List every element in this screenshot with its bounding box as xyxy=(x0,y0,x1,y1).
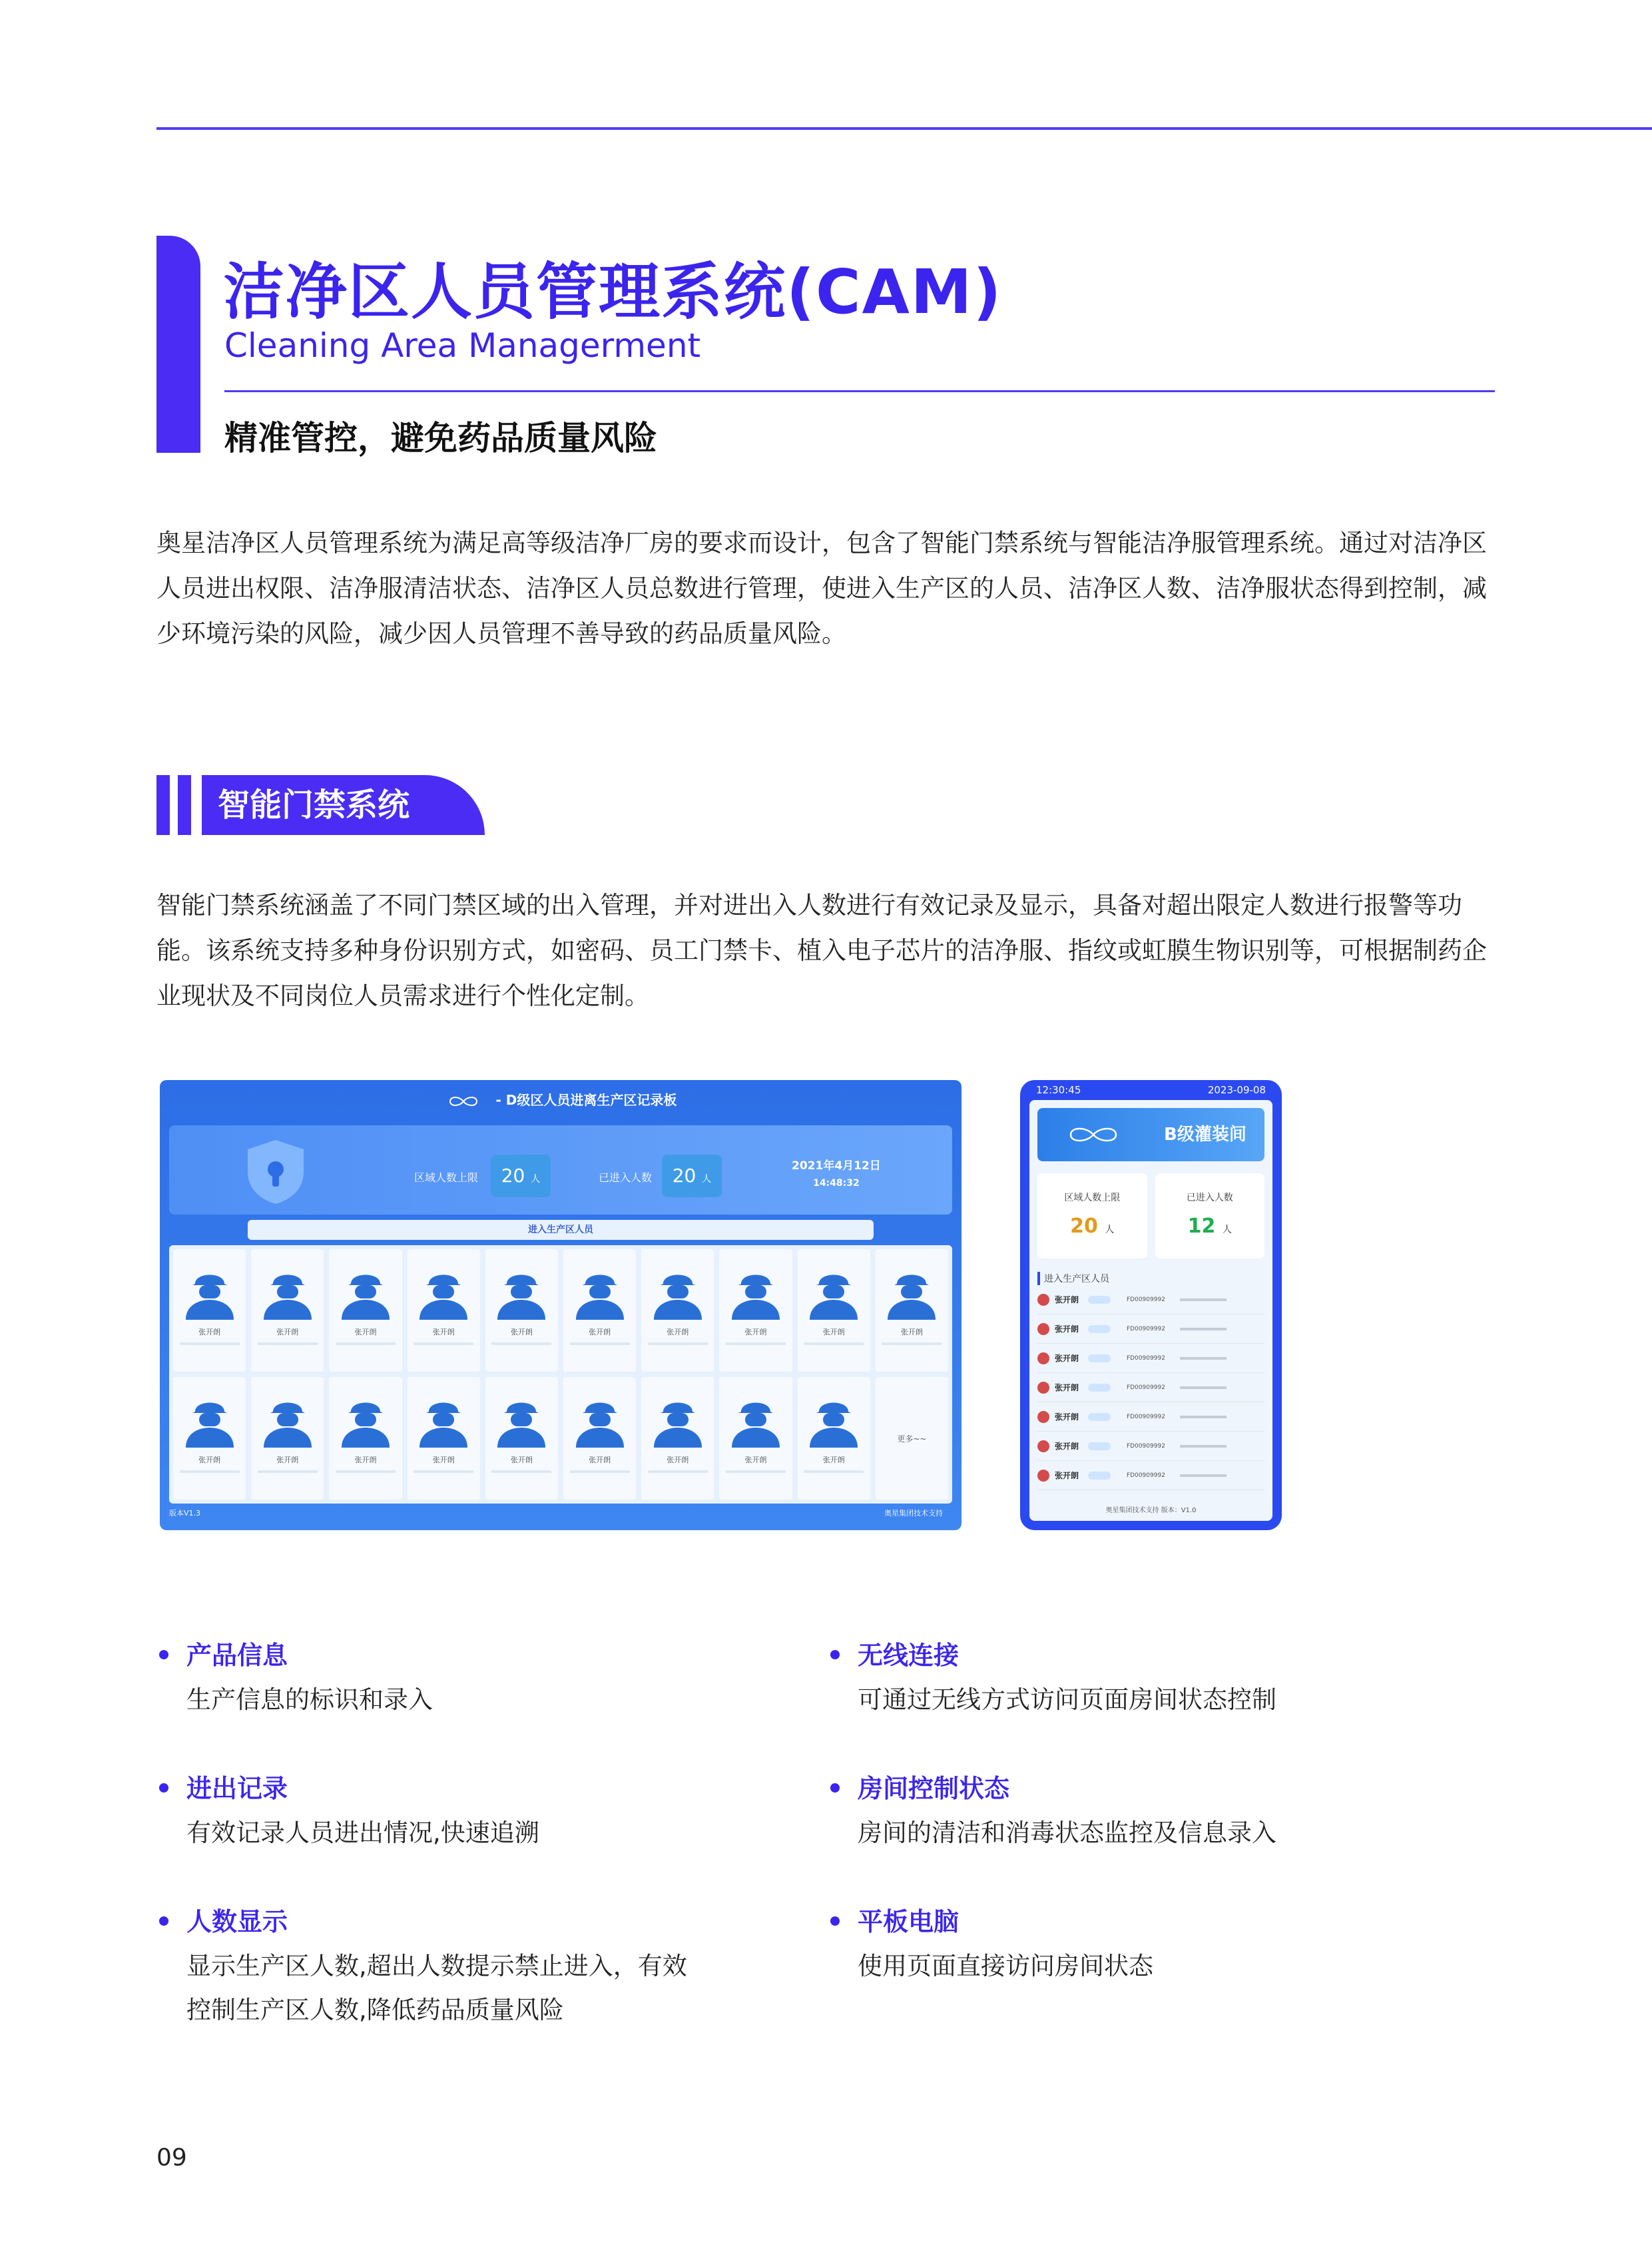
section-heading: 智能门禁系统 xyxy=(202,775,485,835)
feature-item: 进出记录 有效记录人员进出情况,快速追溯 xyxy=(186,1769,732,1855)
tablet-header: B级灌装间 xyxy=(1037,1108,1264,1161)
person-name: 张开朗 xyxy=(354,1328,377,1336)
bullet-icon xyxy=(159,1783,168,1793)
dashboard-tab[interactable]: 进入生产区人员 xyxy=(248,1220,874,1240)
person-avatar-icon xyxy=(1037,1352,1049,1364)
person-card[interactable] xyxy=(798,1377,870,1500)
page-number: 09 xyxy=(156,2144,187,2171)
tablet-entered-stat: 已进入人数 12 人 xyxy=(1155,1173,1265,1259)
row-code: FD00909992 xyxy=(1127,1413,1165,1420)
person-card[interactable] xyxy=(641,1377,714,1500)
tablet-status-bar: 12:30:45 2023-09-08 xyxy=(1036,1084,1266,1096)
row-code: FD00909992 xyxy=(1127,1354,1165,1362)
person-card[interactable] xyxy=(563,1377,636,1500)
person-name: 张开朗 xyxy=(667,1328,689,1336)
person-card[interactable] xyxy=(876,1249,948,1372)
person-name: 张开朗 xyxy=(822,1456,845,1464)
bullet-icon xyxy=(830,1916,840,1926)
person-avatar-icon xyxy=(803,1261,864,1321)
dashboard-screenshot xyxy=(160,1080,962,1530)
person-card[interactable] xyxy=(251,1377,324,1500)
person-avatar-icon xyxy=(1037,1323,1049,1335)
dashboard-footer: 版本V1.3 奥星集团技术支持 xyxy=(169,1509,943,1518)
tablet-list-row[interactable] xyxy=(1037,1285,1264,1314)
more-button[interactable]: 更多~~ xyxy=(876,1377,948,1500)
person-avatar-icon xyxy=(1037,1382,1049,1394)
person-avatar-icon xyxy=(881,1261,942,1321)
tablet-stats xyxy=(1037,1173,1264,1259)
person-card[interactable] xyxy=(251,1249,324,1372)
person-avatar-icon xyxy=(491,1261,552,1321)
tablet-screen xyxy=(1029,1100,1272,1521)
person-card[interactable] xyxy=(563,1249,636,1372)
tablet-list-row[interactable] xyxy=(1037,1461,1264,1490)
person-name: 张开朗 xyxy=(510,1456,533,1464)
person-card[interactable] xyxy=(173,1377,246,1500)
person-grid xyxy=(169,1245,952,1504)
row-code: FD00909992 xyxy=(1127,1384,1165,1391)
bullet-icon xyxy=(830,1783,840,1793)
person-name: 张开朗 xyxy=(744,1328,767,1336)
entered-value-box: 20 人 xyxy=(662,1155,722,1197)
person-name: 张开朗 xyxy=(822,1328,845,1336)
person-name: 张开朗 xyxy=(276,1456,299,1464)
person-avatar-icon xyxy=(569,1261,631,1321)
person-name: 张开朗 xyxy=(589,1456,611,1464)
person-name: 张开朗 xyxy=(198,1456,221,1464)
person-name: 张开朗 xyxy=(589,1328,611,1336)
person-avatar-icon xyxy=(569,1389,631,1449)
row-name: 张开朗 xyxy=(1055,1442,1079,1451)
person-avatar-icon xyxy=(1037,1440,1049,1452)
feature-item: 无线连接 可通过无线方式访问页面房间状态控制 xyxy=(858,1635,1404,1722)
title-accent-bar xyxy=(156,236,200,453)
person-name: 张开朗 xyxy=(667,1456,689,1464)
tablet-list-row[interactable] xyxy=(1037,1344,1264,1373)
person-name: 张开朗 xyxy=(432,1328,455,1336)
person-name: 张开朗 xyxy=(198,1328,221,1336)
person-card[interactable] xyxy=(408,1377,480,1500)
bullet-icon xyxy=(159,1650,168,1659)
dashboard-title: - D级区人员进离生产区记录板 xyxy=(169,1080,952,1120)
tablet-list-row[interactable] xyxy=(1037,1432,1264,1461)
person-name: 张开朗 xyxy=(510,1328,533,1336)
row-name: 张开朗 xyxy=(1055,1383,1079,1392)
bullet-icon xyxy=(830,1650,840,1659)
person-card[interactable] xyxy=(173,1249,246,1372)
row-name: 张开朗 xyxy=(1055,1324,1079,1334)
person-avatar-icon xyxy=(179,1261,240,1321)
page-title: 洁净区人员管理系统(CAM) xyxy=(223,256,1003,328)
top-rule xyxy=(156,127,1652,130)
person-name: 张开朗 xyxy=(744,1456,767,1464)
person-avatar-icon xyxy=(647,1389,708,1449)
dashboard-datetime: 2021年4月12日 14:48:32 xyxy=(792,1159,881,1189)
person-avatar-icon xyxy=(1037,1294,1049,1306)
person-card[interactable] xyxy=(719,1249,792,1372)
person-avatar-icon xyxy=(725,1389,786,1449)
person-avatar-icon xyxy=(413,1389,474,1449)
person-avatar-icon xyxy=(491,1389,552,1449)
person-avatar-icon xyxy=(725,1261,786,1321)
person-name: 张开朗 xyxy=(354,1456,377,1464)
person-card[interactable] xyxy=(408,1249,480,1372)
brand-logo-icon xyxy=(1064,1124,1124,1145)
person-avatar-icon xyxy=(1037,1470,1049,1482)
tablet-footer: 奥星集团技术支持 版本：V1.0 xyxy=(1105,1507,1197,1514)
row-code: FD00909992 xyxy=(1127,1296,1165,1303)
person-avatar-icon xyxy=(803,1389,864,1449)
limit-label: 区域人数上限 xyxy=(414,1171,479,1184)
person-card[interactable] xyxy=(641,1249,714,1372)
intro-paragraph: 奥星洁净区人员管理系统为满足高等级洁净厂房的要求而设计，包含了智能门禁系统与智能洁净服管理系统。通过对洁净区人员进出权限、洁净服清洁状态、洁净区人员总数进行管理，使进入生产区的人员、洁净区人数、洁净服状态得到控制，减少环境污染的风险，减少因人员管理不善导致的药品质量风险。 xyxy=(156,529,1487,648)
person-avatar-icon xyxy=(257,1389,318,1449)
person-card[interactable] xyxy=(798,1249,870,1372)
tablet-limit-stat: 区域人数上限 20 人 xyxy=(1037,1173,1147,1259)
page-subtitle: 精准管控，避免药品质量风险 xyxy=(224,419,657,457)
bullet-icon xyxy=(159,1916,168,1926)
person-avatar-icon xyxy=(335,1389,396,1449)
feature-item: 平板电脑 使用页面直接访问房间状态 xyxy=(858,1902,1404,1988)
tablet-list-row[interactable] xyxy=(1037,1314,1264,1344)
tablet-list-row[interactable] xyxy=(1037,1402,1264,1432)
row-name: 张开朗 xyxy=(1055,1354,1079,1363)
tablet-list-row[interactable] xyxy=(1037,1373,1264,1402)
dashboard-banner xyxy=(169,1125,952,1215)
feature-item: 产品信息 生产信息的标识和录入 xyxy=(186,1635,732,1722)
feature-item: 房间控制状态 房间的清洁和消毒状态监控及信息录入 xyxy=(858,1769,1404,1855)
feature-item: 人数显示 显示生产区人数,超出人数提示禁止进入，有效控制生产区人数,降低药品质量风险 xyxy=(186,1902,692,2032)
person-name: 张开朗 xyxy=(900,1328,923,1336)
row-name: 张开朗 xyxy=(1055,1471,1079,1480)
section-paragraph: 智能门禁系统涵盖了不同门禁区域的出入管理，并对进出入人数进行有效记录及显示，具备对超出限定人数进行报警等功能。该系统支持多种身份识别方式，如密码、员工门禁卡、植入电子芯片的洁净服、指纹或虹膜生物识别等，可根据制药企业现状及不同岗位人员需求进行个性化定制。 xyxy=(156,891,1487,1010)
row-code: FD00909992 xyxy=(1127,1472,1165,1479)
person-name: 张开朗 xyxy=(276,1328,299,1336)
brand-logo-icon xyxy=(445,1095,485,1108)
tablet-screenshot xyxy=(1020,1080,1282,1530)
person-card[interactable] xyxy=(485,1249,558,1372)
person-card[interactable] xyxy=(329,1249,402,1372)
row-code: FD00909992 xyxy=(1127,1325,1165,1332)
person-card[interactable] xyxy=(485,1377,558,1500)
person-card[interactable] xyxy=(329,1377,402,1500)
row-code: FD00909992 xyxy=(1127,1442,1165,1450)
person-avatar-icon xyxy=(647,1261,708,1321)
person-avatar-icon xyxy=(413,1261,474,1321)
person-avatar-icon xyxy=(1037,1411,1049,1423)
limit-value-box: 20 人 xyxy=(491,1155,551,1197)
shield-lock-icon xyxy=(242,1137,309,1207)
title-divider xyxy=(224,390,1495,392)
tablet-list-title: 进入生产区人员 xyxy=(1037,1272,1264,1285)
person-card[interactable] xyxy=(719,1377,792,1500)
tablet-person-list xyxy=(1037,1285,1264,1490)
person-avatar-icon xyxy=(335,1261,396,1321)
person-avatar-icon xyxy=(257,1261,318,1321)
person-name: 张开朗 xyxy=(432,1456,455,1464)
page-title-english: Cleaning Area Managerment xyxy=(224,326,701,365)
entered-label: 已进入人数 xyxy=(599,1171,653,1184)
person-avatar-icon xyxy=(179,1389,240,1449)
row-name: 张开朗 xyxy=(1055,1412,1079,1422)
row-name: 张开朗 xyxy=(1055,1295,1079,1304)
